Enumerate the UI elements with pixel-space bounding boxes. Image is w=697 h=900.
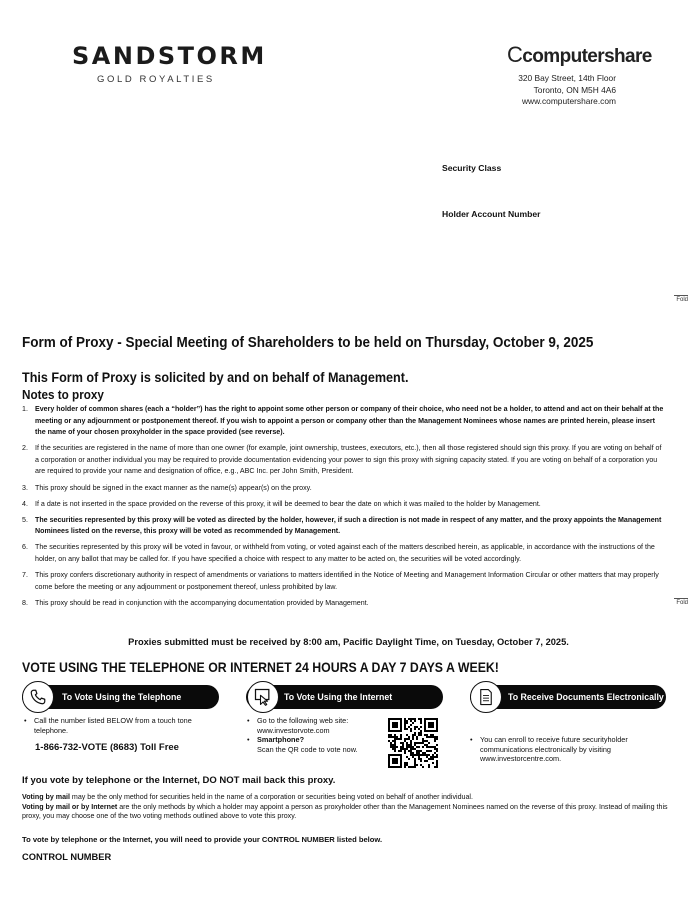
note-text: If the securities are registered in the name of more than one owner (for example, joint ownership, trustees, executors, etc.), then all those registered should sign this proxy. If you are voting on behalf of a corporation or another individual you may be required to provide documentation evidencing your power to sign this proxy with signing capacity stated. If you are voting on behalf of a corporation you are required to provide your name and designation of office, e.g., ABC Inc. per John Smith, President. [35,444,662,476]
smartphone-instruction [247,735,382,754]
voting-by-mail-lead: Voting by mail [22,793,70,801]
note-text: Every holder of common shares (each a “holder”) has the right to appoint some other person or company of their choice, who need not be a holder, to attend and act on their behalf at the meeting or any adjournment or postponement thereof. If you wish to appoint a person or company other than the Management Nominees whose names are printed herein, please insert the name of your chosen proxyholder in the space provided (see reverse). [35,405,664,437]
note-item [22,542,665,565]
smartphone-title: Smartphone? [257,735,305,745]
address-line: Toronto, ON M5H 4A6 [533,84,616,95]
issuer-logo-wordmark: SANDSTORM [72,42,267,70]
smartphone-text: Scan the QR code to vote now. [257,744,358,754]
note-text: This proxy should be signed in the exact manner as the name(s) appear(s) on the proxy. [35,483,312,492]
note-item [22,598,665,610]
note-number: 4. [22,499,28,508]
note-item [22,483,665,495]
note-item [22,404,665,439]
electronic-instruction [470,735,665,764]
fold-mark-bottom: Fold [674,598,688,606]
fold-mark-top: Fold [674,295,688,303]
telephone-number[interactable]: 1-866-732-VOTE (8683) Toll Free [35,742,179,753]
control-number-label: CONTROL NUMBER [22,852,112,862]
note-number: 3. [22,483,28,492]
investorvote-link[interactable]: www.investorvote.com [257,725,330,735]
vote-heading: VOTE USING THE TELEPHONE OR INTERNET 24 HOURS A DAY 7 DAYS A WEEK! [22,659,499,675]
note-number: 5. [22,515,28,524]
internet-vote-label: To Vote Using the Internet [284,692,393,702]
notes-heading: Notes to proxy [22,387,104,402]
telephone-instruction: • Call the number listed BELOW from a touch tone telephone. [24,716,214,735]
electronic-documents-label: To Receive Documents Electronically [508,692,664,702]
internet-instruction [247,716,382,735]
transfer-agent-logo [507,42,652,68]
note-item [22,570,665,593]
qr-code-image[interactable] [388,718,438,768]
transfer-agent-name: computershare [522,46,652,67]
electronic-instruction-text: You can enroll to receive future securityholder communications electronically by visiting [480,735,628,754]
note-text: This proxy confers discretionary authority in respect of amendments or variations to matters identified in the Notice of Meeting and Management Information Circular or other matters that may properly come before the meeting or any adjournment or postponement thereof, unless prohibited by law. [35,571,659,591]
proxy-deadline: Proxies submitted must be received by 8:00 am, Pacific Daylight Time, on Tuesday, October 7, 2025. [128,637,569,647]
security-class-label: Security Class [442,163,502,173]
address-line: www.computershare.com [521,96,616,106]
note-item [22,515,665,538]
internet-instruction-text: Go to the following web site: [257,716,349,725]
voting-by-mail-paragraph [22,793,672,822]
voting-by-mail-internet-text: are the only methods by which a holder may appoint a person as proxyholder other than the Management Nominees named on the reverse of this proxy. Instead of mailing this proxy, you may choose one of the two voting methods outlined above to vote this proxy. [22,802,668,820]
telephone-vote-label: To Vote Using the Telephone [62,692,182,702]
note-number: 2. [22,444,28,453]
mouse-click-icon [247,681,279,713]
computershare-c-icon: C [507,42,523,67]
note-number: 8. [22,598,28,607]
voting-by-mail-text: may be the only method for securities held in the name of a corporation or securities being voted on behalf of another individual. [69,793,473,801]
note-item [22,499,665,511]
control-number-note: To vote by telephone or the Internet, you will need to provide your CONTROL NUMBER listed below. [22,835,383,844]
note-text: The securities represented by this proxy will be voted in favour, or withheld from voting, or voted against each of the matters described herein, as applicable, in accordance with the instructions of the holder, on any ballot that may be called for. If you have specified a choice with respect to any matter to be acted on, the securities will be voted accordingly. [35,543,655,564]
form-subtitle: This Form of Proxy is solicited by and on behalf of Management. [22,369,409,385]
note-text: If a date is not inserted in the space provided on the reverse of this proxy, it will be deemed to bear the date on which it was mailed to the holder by Management. [35,499,541,508]
notes-list [22,404,665,614]
note-number: 6. [22,543,28,552]
internet-instructions [247,716,382,754]
telephone-icon [22,681,54,713]
holder-account-label: Holder Account Number [442,209,541,219]
address-line: 320 Bay Street, 14th Floor [518,73,616,83]
transfer-agent-address [518,73,616,108]
note-text: The securities represented by this proxy will be voted as directed by the holder, however, if such a direction is not made in respect of any matter, and the proxy appoints the Management Nominees listed on the reverse, this proxy will be voted as recommended by Management. [35,515,662,536]
issuer-logo-tagline: GOLD ROYALTIES [97,74,215,85]
note-item [22,443,665,478]
do-not-mail-warning: If you vote by telephone or the Internet, DO NOT mail back this proxy. [22,775,336,786]
form-title: Form of Proxy - Special Meeting of Shareholders to be held on Thursday, October 9, 2025 [22,334,594,351]
note-number: 7. [22,571,28,580]
document-icon [470,681,502,713]
note-text: This proxy should be read in conjunction with the accompanying documentation provided by Management. [35,598,369,607]
investorcentre-link[interactable]: www.investorcentre.com. [480,754,562,764]
voting-by-mail-internet-lead: Voting by mail or by Internet [22,802,118,811]
note-number: 1. [22,405,28,413]
